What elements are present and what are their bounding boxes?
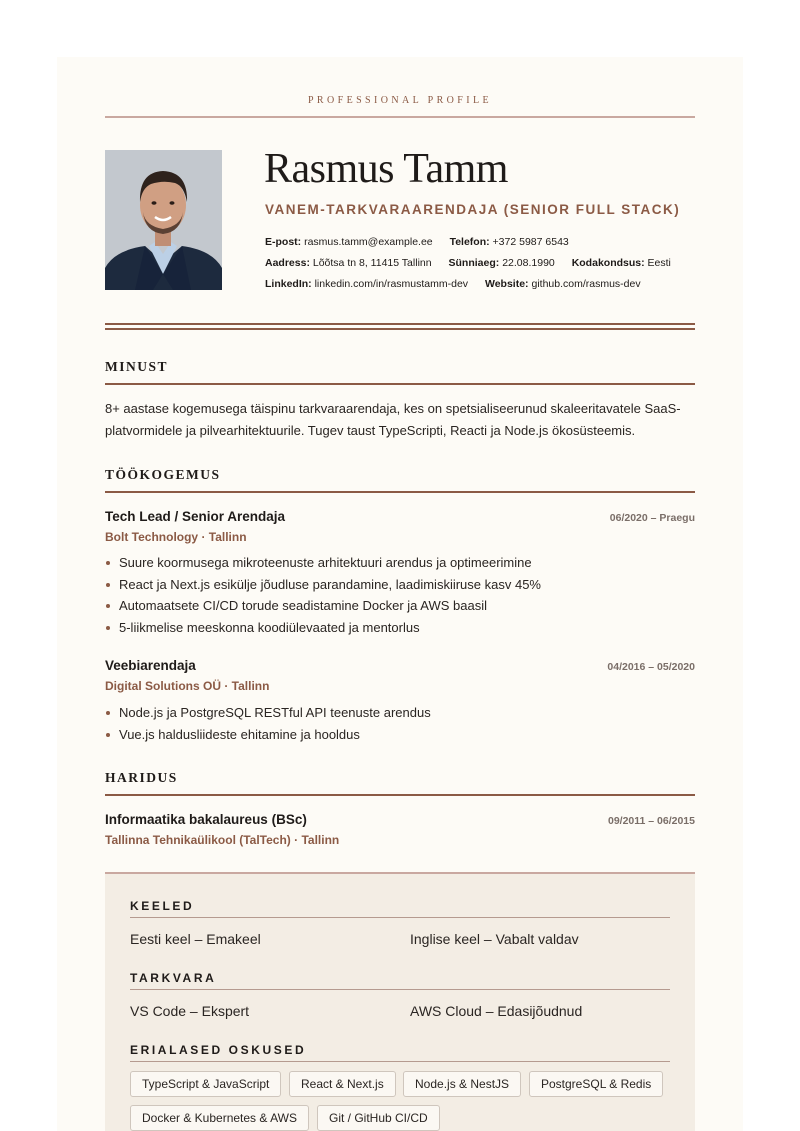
skill-tag: Docker & Kubernetes & AWS bbox=[130, 1105, 309, 1131]
person-name: Rasmus Tamm bbox=[264, 146, 508, 192]
linkedin-label: LinkedIn: bbox=[265, 278, 312, 290]
header-double-divider bbox=[105, 323, 695, 330]
job-role: VANEM-TARKVARAARENDAJA (SENIOR FULL STACK) bbox=[265, 202, 681, 217]
job-bullet-list bbox=[105, 702, 695, 745]
section-heading-education: HARIDUS bbox=[105, 770, 695, 796]
profile-photo bbox=[105, 150, 222, 290]
skills-heading-software: TARKVARA bbox=[130, 971, 670, 990]
job-organization: Bolt Technology · Tallinn bbox=[105, 530, 247, 544]
skill-tag: React & Next.js bbox=[289, 1071, 396, 1097]
job-title: Veebiarendaja bbox=[105, 658, 196, 673]
phone-item bbox=[450, 236, 569, 248]
language-item: Eesti keel – Emakeel bbox=[130, 931, 261, 947]
skills-heading-languages: KEELED bbox=[130, 899, 670, 918]
portrait-image bbox=[105, 150, 222, 290]
skills-heading-professional: ERIALASED OSKUSED bbox=[130, 1043, 670, 1062]
skill-tag: PostgreSQL & Redis bbox=[529, 1071, 663, 1097]
phone-label: Telefon: bbox=[449, 236, 490, 248]
list-item: Vue.js haldusliideste ehitamine ja hooldus bbox=[105, 724, 695, 746]
education-dates: 09/2011 – 06/2015 bbox=[607, 815, 695, 827]
address-label: Aadress: bbox=[265, 257, 310, 269]
address-item bbox=[265, 257, 432, 269]
section-heading-experience: TÖÖKOGEMUS bbox=[105, 467, 695, 493]
skill-tag: Node.js & NestJS bbox=[403, 1071, 521, 1097]
top-label: PROFESSIONAL PROFILE bbox=[307, 95, 493, 106]
software-item: VS Code – Ekspert bbox=[130, 1003, 250, 1019]
website-label: Website: bbox=[484, 278, 529, 290]
list-item: React ja Next.js esikülje jõudluse parandamine, laadimiskiiruse kasv 45% bbox=[105, 574, 695, 596]
skills-panel bbox=[105, 872, 695, 1131]
skill-tag: TypeScript & JavaScript bbox=[130, 1071, 281, 1097]
email-label: E-post: bbox=[265, 236, 302, 248]
job-organization: Digital Solutions OÜ · Tallinn bbox=[105, 679, 270, 693]
website-value[interactable]: github.com/rasmus-dev bbox=[531, 278, 641, 290]
job-title: Tech Lead / Senior Arendaja bbox=[105, 509, 286, 524]
software-item: AWS Cloud – Edasijõudnud bbox=[410, 1003, 583, 1019]
skill-tag: Git / GitHub CI/CD bbox=[317, 1105, 440, 1131]
list-item: Node.js ja PostgreSQL RESTful API teenuste arendus bbox=[105, 702, 695, 724]
section-heading-about: MINUST bbox=[105, 359, 695, 385]
contact-row-1 bbox=[265, 236, 583, 248]
top-divider bbox=[105, 116, 695, 118]
citizenship-item bbox=[572, 257, 671, 269]
linkedin-value[interactable]: linkedin.com/in/rasmustamm-dev bbox=[314, 278, 469, 290]
list-item: Suure koormusega mikroteenuste arhitektuuri arendus ja optimeerimine bbox=[105, 552, 695, 574]
school-name: Tallinna Tehnikaülikool (TalTech) · Tallinn bbox=[105, 833, 340, 847]
linkedin-item bbox=[265, 278, 468, 290]
contact-row-3 bbox=[265, 278, 655, 290]
list-item: Automaatsete CI/CD torude seadistamine Docker ja AWS baasil bbox=[105, 595, 695, 617]
about-text: 8+ aastase kogemusega täispinu tarkvaraarendaja, kes on spetsialiseerunud skaleeritavatele SaaS-platvormidele ja pilvearhitektuurile. Tugev taust TypeScripti, Reacti ja Node.js ökosüsteemis. bbox=[105, 401, 681, 438]
citizenship-value: Eesti bbox=[647, 257, 671, 269]
birth-label: Sünniaeg: bbox=[448, 257, 500, 269]
website-item bbox=[485, 278, 641, 290]
language-item: Inglise keel – Vabalt valdav bbox=[410, 931, 579, 947]
degree-title: Informaatika bakalaureus (BSc) bbox=[105, 812, 307, 827]
phone-value: +372 5987 6543 bbox=[492, 236, 569, 248]
job-dates: 04/2016 – 05/2020 bbox=[607, 661, 695, 673]
job-bullet-list bbox=[105, 552, 695, 638]
birth-item bbox=[449, 257, 555, 269]
address-value: Lõõtsa tn 8, 11415 Tallinn bbox=[312, 257, 432, 269]
list-item: 5-liikmelise meeskonna koodiülevaated ja mentorlus bbox=[105, 617, 695, 639]
contact-row-2 bbox=[265, 257, 685, 269]
citizenship-label: Kodakondsus: bbox=[571, 257, 645, 269]
email-item bbox=[265, 236, 433, 248]
resume-page bbox=[57, 57, 743, 1131]
birth-value: 22.08.1990 bbox=[502, 257, 555, 269]
email-value[interactable]: rasmus.tamm@example.ee bbox=[304, 236, 433, 248]
job-dates: 06/2020 – Praegu bbox=[609, 512, 695, 524]
